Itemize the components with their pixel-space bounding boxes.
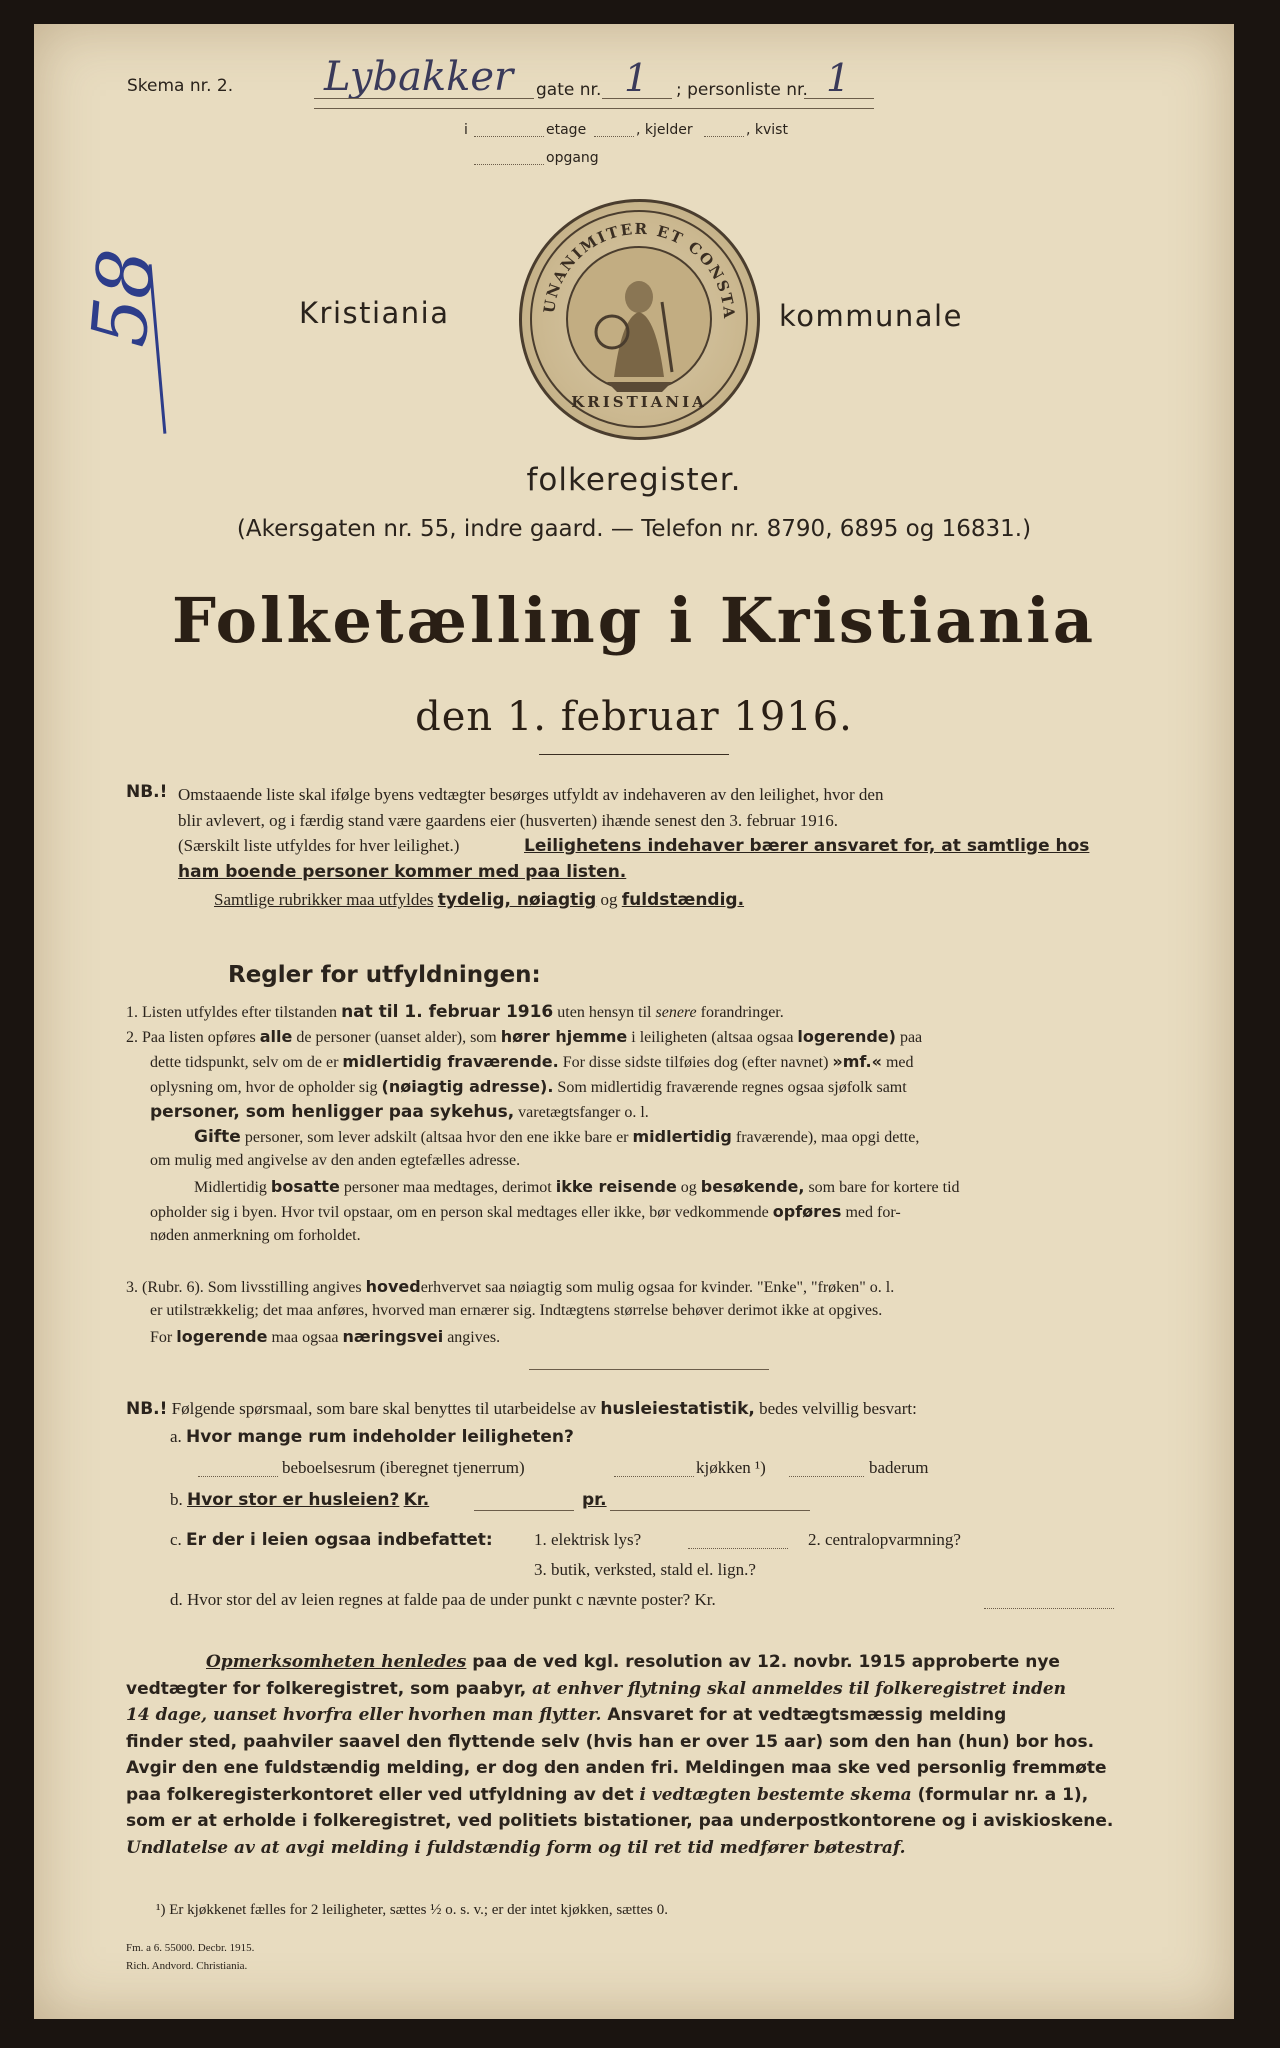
r2-7a: Midlertidig bbox=[194, 1179, 267, 1196]
notice-l1b: paa de ved kgl. resolution av 12. novbr. 1915 approberte nye bbox=[472, 1652, 1060, 1672]
kjokken-label: kjøkken ¹) bbox=[696, 1458, 766, 1477]
r3c: erhvervet saa nøiagtig som mulig ogsaa for kvinder. "Enke", "frøken" o. l. bbox=[420, 1279, 895, 1296]
r2a: 2. Paa listen opføres bbox=[126, 1029, 256, 1046]
nb2-intro-b: husleiestatistik, bbox=[600, 1399, 755, 1419]
r2-2b: midlertidig fraværende. bbox=[342, 1052, 559, 1071]
nb1-label: NB.! bbox=[126, 782, 168, 802]
city-seal bbox=[519, 199, 760, 440]
r2-3a: oplysning om, hvor de opholder sig bbox=[150, 1079, 378, 1096]
kvist-label: , kvist bbox=[746, 122, 788, 138]
notice-l3b: Ansvaret for at vedtægtsmæssig melding bbox=[607, 1705, 1007, 1725]
r1d: senere bbox=[655, 1004, 697, 1021]
r3a: 3. (Rubr. 6). Som livsstilling angives bbox=[126, 1279, 362, 1296]
notice-line3 bbox=[126, 1702, 1156, 1729]
nb2-label: NB.! bbox=[126, 1399, 168, 1419]
kjokken-field[interactable] bbox=[614, 1476, 694, 1477]
r2-5d: fraværende), maa opgi dette, bbox=[735, 1129, 920, 1146]
r2-4b: varetægtsfanger o. l. bbox=[518, 1104, 649, 1121]
notice-line4: finder sted, paahviler saavel den flyttende selv (hvis han er over 15 aar) som den han (hun) bor hos. bbox=[126, 1731, 1095, 1752]
i-label: i bbox=[464, 122, 468, 138]
kvist-dots bbox=[704, 136, 744, 137]
rule-2-line2 bbox=[150, 1052, 913, 1072]
rule-2-line7 bbox=[194, 1177, 960, 1197]
street-line bbox=[314, 98, 534, 99]
qd-text: Hvor stor del av leien regnes at falde paa de under punkt c nævnte poster? bbox=[187, 1590, 691, 1609]
gate-number: 1 bbox=[624, 56, 649, 100]
r2-2a: dette tidspunkt, selv om de er bbox=[150, 1054, 339, 1071]
census-form-page bbox=[34, 24, 1234, 2019]
rule-2-line1 bbox=[126, 1027, 922, 1047]
nb1-l5b: tydelig, nøiagtig bbox=[437, 890, 597, 910]
nb1-line3b: Leilighetens indehaver bærer ansvaret for, at samtlige hos bbox=[524, 836, 1090, 856]
notice-l6c: (formular nr. a 1), bbox=[917, 1784, 1089, 1805]
kjelder-label: , kjelder bbox=[636, 122, 693, 138]
r2-7f: besøkende, bbox=[700, 1177, 805, 1196]
r2e: i leiligheten (altsaa ogsaa bbox=[631, 1029, 794, 1046]
imprint-line1: Fm. a 6. 55000. Decbr. 1915. bbox=[126, 1942, 255, 1954]
nb1-line2: blir avlevert, og i færdig stand være gaardens eier (husverten) ihænde senest den 3. februar 1916. bbox=[178, 811, 838, 830]
question-c bbox=[170, 1530, 493, 1550]
svg-text:KRISTIANIA: KRISTIANIA bbox=[571, 393, 707, 411]
registry-label: folkeregister. bbox=[526, 462, 742, 498]
husleie-kr-field[interactable] bbox=[474, 1510, 574, 1511]
beboelsesrum-label: beboelsesrum (iberegnet tjenerrum) bbox=[282, 1458, 525, 1477]
r2-2d: »mf.« bbox=[832, 1052, 882, 1071]
r3-3c: maa ogsaa bbox=[271, 1329, 339, 1346]
r1b: nat til 1. februar 1916 bbox=[341, 1002, 554, 1022]
qb-kr: Kr. bbox=[403, 1490, 430, 1510]
personliste-number: 1 bbox=[826, 56, 851, 100]
rule-2-line6: om mulig med angivelse av den anden egtefælles adresse. bbox=[150, 1152, 521, 1169]
nb1-line1: Omstaaende liste skal ifølge byens vedtægter besørges utfyldt av indehaveren av den leilighet, hvor den bbox=[178, 785, 884, 804]
r2-8a: opholder sig i byen. Hvor tvil opstaar, om en person skal medtages eller ikke, bør vedkommende bbox=[150, 1204, 769, 1221]
notice-line7: som er at erholde i folkeregistret, ved politiets bistationer, paa underpostkontorene og i aviskioskene. bbox=[126, 1811, 1114, 1831]
qb-label: b. bbox=[170, 1490, 183, 1509]
qc-1: 1. elektrisk lys? bbox=[534, 1530, 642, 1549]
seal-icon bbox=[522, 202, 757, 437]
notice-line2 bbox=[126, 1676, 1156, 1703]
registry-address: (Akersgaten nr. 55, indre gaard. — Telefon nr. 8790, 6895 og 16831.) bbox=[236, 516, 1032, 542]
etage-dots bbox=[474, 136, 544, 137]
nb1-line5 bbox=[214, 890, 744, 910]
rule-2-line3 bbox=[150, 1077, 907, 1097]
qd-field[interactable] bbox=[984, 1608, 1114, 1609]
rule-2-line9: nøden anmerkning om forholdet. bbox=[150, 1227, 361, 1244]
header-rule bbox=[314, 108, 874, 109]
nb1-line4: ham boende personer kommer med paa listen. bbox=[178, 862, 627, 882]
opgang-label: opgang bbox=[546, 150, 599, 166]
org-left: Kristiania bbox=[299, 296, 450, 330]
r2-7g: som bare for kortere tid bbox=[808, 1179, 960, 1196]
rules-divider bbox=[529, 1369, 769, 1370]
nb2-intro-c: bedes velvillig besvart: bbox=[759, 1399, 917, 1418]
notice-line8: Undlatelse av at avgi melding i fuldstændig form og til ret tid medfører bøtestraf. bbox=[126, 1837, 906, 1858]
rule-2-line4 bbox=[150, 1102, 649, 1122]
question-a bbox=[170, 1427, 574, 1447]
notice-line5: Avgir den ene fuldstændig melding, er dog den anden fri. Meldingen maa ske ved personlig fremmøte bbox=[126, 1758, 1107, 1778]
qb-text: Hvor stor er husleien? bbox=[187, 1490, 400, 1510]
notice-l2a: vedtægter for folkeregistret, som paabyr, bbox=[126, 1678, 527, 1699]
form-date: den 1. februar 1916. bbox=[415, 694, 853, 740]
nb1-line3a: (Særskilt liste utfyldes for hver leilighet.) bbox=[178, 836, 460, 855]
margin-note: 58 bbox=[74, 245, 172, 350]
title-divider bbox=[539, 754, 729, 755]
qa-text: Hvor mange rum indeholder leiligheten? bbox=[186, 1427, 574, 1447]
r2-3b: (nøiagtig adresse). bbox=[381, 1077, 554, 1096]
rules-heading: Regler for utfyldningen: bbox=[228, 962, 541, 988]
qa-label: a. bbox=[170, 1427, 182, 1446]
qc-text: Er der i leien ogsaa indbefattet: bbox=[186, 1530, 493, 1550]
nb1-l5d: fuldstændig. bbox=[621, 890, 745, 910]
r3-3d: næringsvei bbox=[342, 1327, 444, 1346]
question-d bbox=[170, 1590, 716, 1610]
question-b bbox=[170, 1490, 429, 1510]
r2-4a: personer, som henligger paa sykehus, bbox=[150, 1102, 515, 1122]
r1c: uten hensyn til bbox=[557, 1004, 652, 1021]
notice-l3a: 14 dage, uanset hvorfra eller hvorhen man flytter. bbox=[126, 1705, 602, 1725]
notice-l1a: Opmerksomheten henledes bbox=[206, 1652, 467, 1672]
r1a: 1. Listen utfyldes efter tilstanden bbox=[126, 1004, 338, 1021]
street-handwritten: Lybakker bbox=[324, 54, 514, 100]
nb1-l5c: og bbox=[600, 890, 618, 909]
r2-7b: bosatte bbox=[270, 1177, 340, 1196]
gate-line bbox=[602, 98, 672, 99]
opgang-dots bbox=[474, 164, 544, 165]
gate-label: gate nr. bbox=[536, 80, 602, 100]
nb1-l5a: Samtlige rubrikker maa utfyldes bbox=[214, 890, 434, 909]
notice-l6a: paa folkeregisterkontoret eller ved utfyldning av det bbox=[126, 1784, 634, 1805]
rule-3-line3 bbox=[150, 1327, 500, 1347]
r2g: paa bbox=[899, 1029, 923, 1046]
personliste-label: ; personliste nr. bbox=[676, 80, 808, 100]
r1e: forandringer. bbox=[700, 1004, 784, 1021]
schema-label: Skema nr. 2. bbox=[127, 76, 234, 96]
rule-3-line1 bbox=[126, 1277, 894, 1297]
r3b: hoved bbox=[365, 1277, 421, 1296]
qb-pr: pr. bbox=[582, 1490, 607, 1510]
r3-3e: angives. bbox=[447, 1329, 501, 1346]
footnote: ¹) Er kjøkkenet fælles for 2 leiligheter, sættes ½ o. s. v.; er der intet kjøkken, sættes 0. bbox=[156, 1902, 668, 1918]
baderum-label: baderum bbox=[869, 1458, 929, 1477]
rule-1 bbox=[126, 1002, 784, 1022]
r2d: hører hjemme bbox=[500, 1027, 628, 1046]
beboelsesrum-field[interactable] bbox=[198, 1476, 278, 1477]
imprint-line2: Rich. Andvord. Christiania. bbox=[126, 1960, 248, 1972]
qc-3: 3. butik, verksted, stald el. lign.? bbox=[534, 1560, 756, 1579]
qd-kr: Kr. bbox=[694, 1590, 716, 1609]
qd-label: d. bbox=[170, 1590, 183, 1609]
r2-8c: med for- bbox=[845, 1204, 901, 1221]
form-title: Folketælling i Kristiania bbox=[171, 584, 1097, 657]
notice-l2b: at enhver flytning skal anmeldes til folkeregistret inden bbox=[532, 1678, 1067, 1699]
notice-block bbox=[126, 1649, 1156, 1861]
rule-3-line2: er utilstrækkelig; det maa anføres, hvorved man ernærer sig. Indtægtens størrelse behøver derimot ikke at opgives. bbox=[150, 1302, 883, 1319]
r2f: logerende) bbox=[797, 1027, 896, 1046]
r2-7c: personer maa medtages, derimot bbox=[343, 1179, 552, 1196]
r2b: alle bbox=[259, 1027, 293, 1046]
r2-2c: For disse sidste tilføies dog (efter navnet) bbox=[562, 1054, 829, 1071]
org-right: kommunale bbox=[779, 299, 963, 333]
nb2-intro-a: Følgende spørsmaal, som bare skal benyttes til utarbeidelse av bbox=[171, 1399, 597, 1418]
r2-5b: personer, som lever adskilt (altsaa hvor den ene ikke bare er bbox=[244, 1129, 629, 1146]
qc-2: 2. centralopvarmning? bbox=[808, 1530, 961, 1549]
kjelder-dots bbox=[594, 136, 634, 137]
r3-3a: For bbox=[150, 1329, 173, 1346]
qc-label: c. bbox=[170, 1530, 182, 1549]
svg-text:UNANIMITER ET CONSTANTER: UNANIMITER ET CONSTA bbox=[539, 219, 739, 321]
personliste-line bbox=[804, 98, 874, 99]
r2-2e: med bbox=[885, 1054, 914, 1071]
r3-3b: logerende bbox=[176, 1327, 268, 1346]
husleie-pr-field[interactable] bbox=[610, 1510, 810, 1511]
notice-line6 bbox=[126, 1782, 1156, 1809]
notice-l6b: i vedtægten bestemte skema bbox=[639, 1784, 912, 1805]
r2-5c: midlertidig bbox=[632, 1127, 732, 1146]
rule-2-line8 bbox=[150, 1202, 901, 1222]
rule-2-line5 bbox=[194, 1127, 919, 1147]
r2-3c: Som midlertidig fraværende regnes ogsaa sjøfolk samt bbox=[557, 1079, 907, 1096]
etage-label: etage bbox=[546, 122, 587, 138]
qc-1-field[interactable] bbox=[688, 1548, 788, 1549]
r2-7e: og bbox=[680, 1179, 697, 1196]
r2-8b: opføres bbox=[772, 1202, 842, 1221]
r2-5a: Gifte bbox=[194, 1127, 241, 1147]
notice-line1 bbox=[126, 1649, 1156, 1676]
nb2-intro bbox=[126, 1399, 917, 1419]
r2c: de personer (uanset alder), som bbox=[296, 1029, 497, 1046]
baderum-field[interactable] bbox=[789, 1476, 864, 1477]
r2-7d: ikke reisende bbox=[555, 1177, 677, 1196]
